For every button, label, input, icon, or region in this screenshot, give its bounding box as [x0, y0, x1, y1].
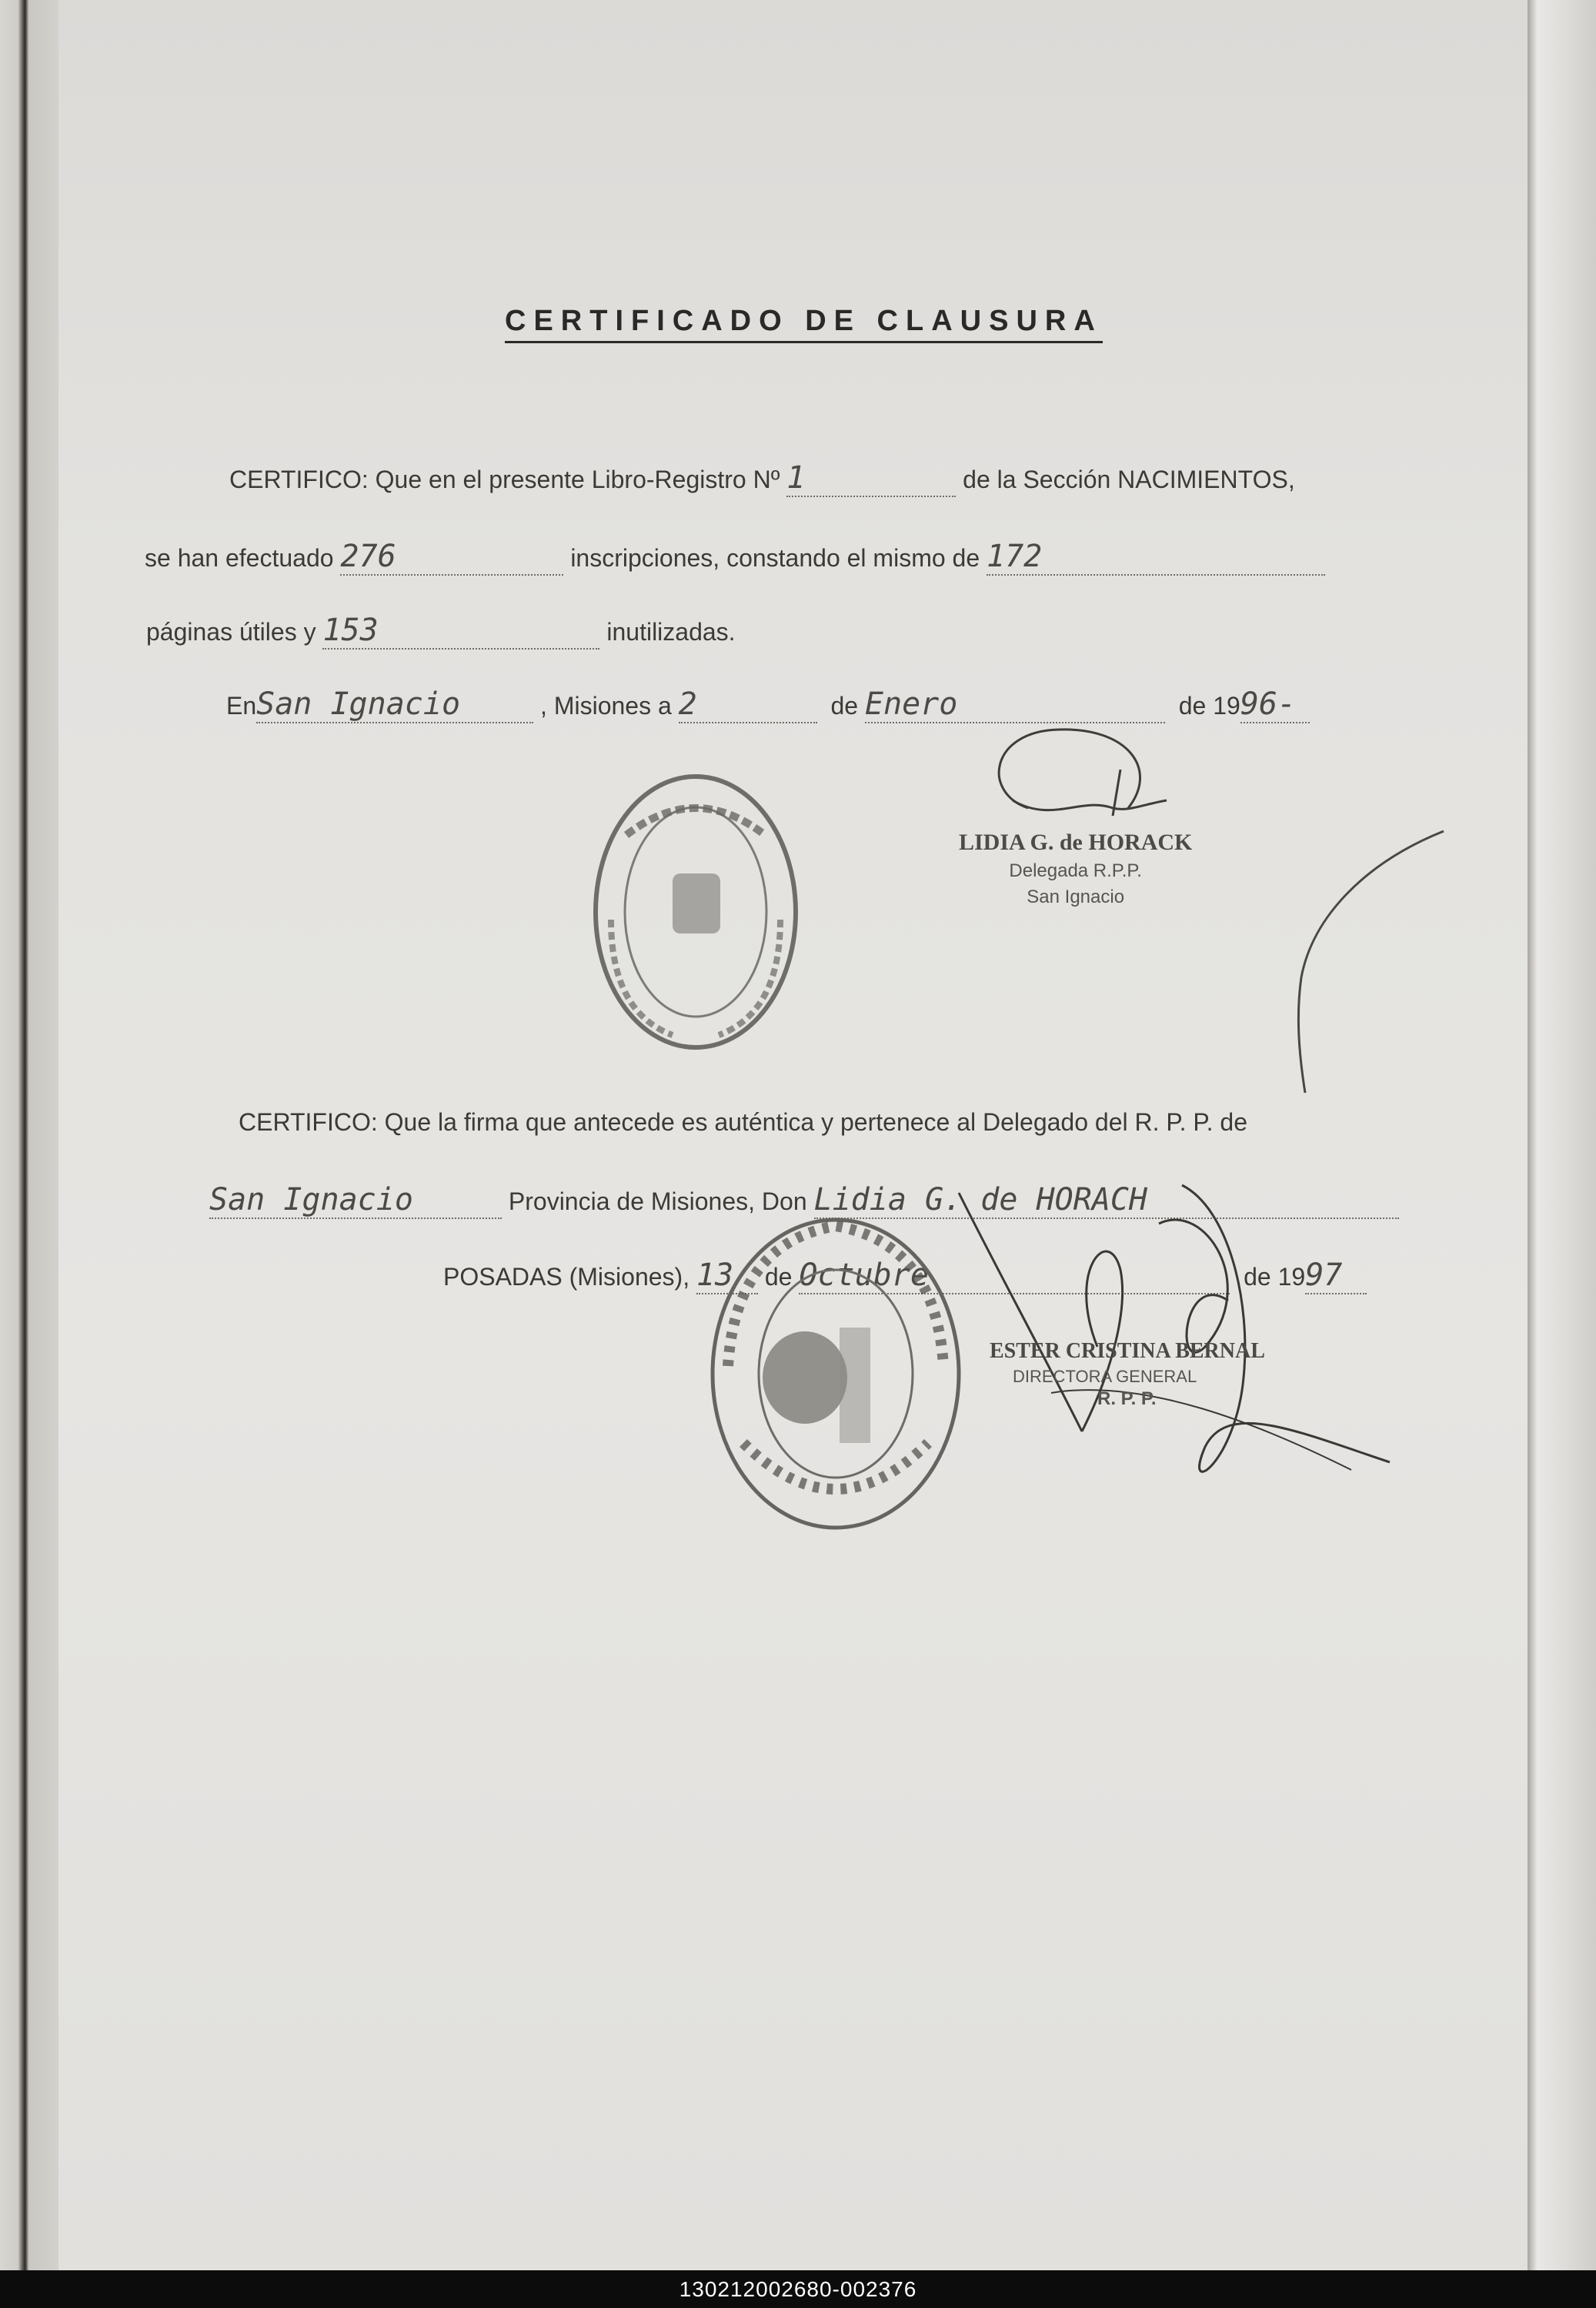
p1-l2-text-a: se han efectuado: [145, 544, 334, 572]
left-binding-edge: [0, 0, 60, 2270]
p1-l4-mid: , Misiones a: [540, 692, 672, 720]
p1-line-4: [226, 686, 1310, 723]
day-field: 2: [679, 686, 817, 723]
p2-l1-text: CERTIFICO: Que la firma que antecede es auténtica y pertenece al Delegado del R. P. P. de: [239, 1108, 1247, 1136]
useful-pages-field: 172: [987, 539, 1325, 576]
document-id-footer: 130212002680-002376: [0, 2270, 1596, 2308]
month-field: Enero: [865, 686, 1165, 723]
year-field: 96-: [1240, 686, 1310, 723]
inscriptions-count-field: 276: [340, 539, 563, 576]
p1-l4-year-prefix: de 19: [1178, 692, 1240, 720]
delegate-seal-stamp: [580, 766, 811, 1058]
p2-place-field: San Ignacio: [209, 1182, 502, 1219]
delegate-signature-block: [959, 830, 1192, 908]
p1-line-3: [146, 613, 736, 650]
p2-year-field: 97: [1305, 1258, 1367, 1294]
p1-l2-text-b: inscripciones, constando el mismo de: [570, 544, 980, 572]
p1-l4-en: En: [226, 692, 257, 720]
p2-l2-mid: Provincia de Misiones, Don: [508, 1187, 807, 1215]
p1-l3-text-a: páginas útiles y: [146, 618, 316, 646]
place-field: San Ignacio: [256, 686, 533, 723]
delegate-place: San Ignacio: [1027, 887, 1125, 907]
pen-stroke-mark: [1228, 823, 1459, 1101]
director-signature-block: [990, 1339, 1265, 1410]
p2-line-1: [239, 1108, 1247, 1137]
p1-l1-text-b: de la Sección NACIMIENTOS,: [963, 466, 1295, 493]
p2-l3-year-prefix: de 19: [1244, 1263, 1306, 1291]
p1-line-1: [229, 460, 1295, 497]
p1-l1-text-a: CERTIFICO: Que en el presente Libro-Registro Nº: [229, 466, 780, 493]
book-number-field: 1: [786, 460, 956, 497]
director-org: R. P. P.: [1097, 1388, 1157, 1409]
director-name: ESTER CRISTINA BERNAL: [990, 1339, 1265, 1363]
delegate-name-field: Lidia G. de HORACH: [814, 1182, 1399, 1219]
p1-l4-de: de: [830, 692, 859, 720]
p2-month-field: Octubre: [799, 1258, 1230, 1294]
p2-day-field: 13: [696, 1258, 758, 1294]
p1-l3-text-b: inutilizadas.: [606, 618, 736, 646]
p2-l3-text-a: POSADAS (Misiones),: [443, 1263, 690, 1291]
p2-l3-de: de: [764, 1263, 793, 1291]
delegate-name: LIDIA G. de HORACK: [959, 830, 1193, 855]
delegate-role: Delegada R.P.P.: [1009, 860, 1142, 881]
document-page: [58, 0, 1530, 2270]
p1-line-2: [145, 539, 1325, 576]
adjacent-page-edge: [1528, 0, 1596, 2270]
director-role: DIRECTORA GENERAL: [1013, 1367, 1197, 1386]
unused-pages-field: 153: [322, 613, 599, 650]
document-title: CERTIFICADO DE CLAUSURA: [505, 305, 1103, 343]
delegate-handwritten-signature: [936, 723, 1244, 847]
directorate-seal-stamp: [705, 1212, 967, 1535]
